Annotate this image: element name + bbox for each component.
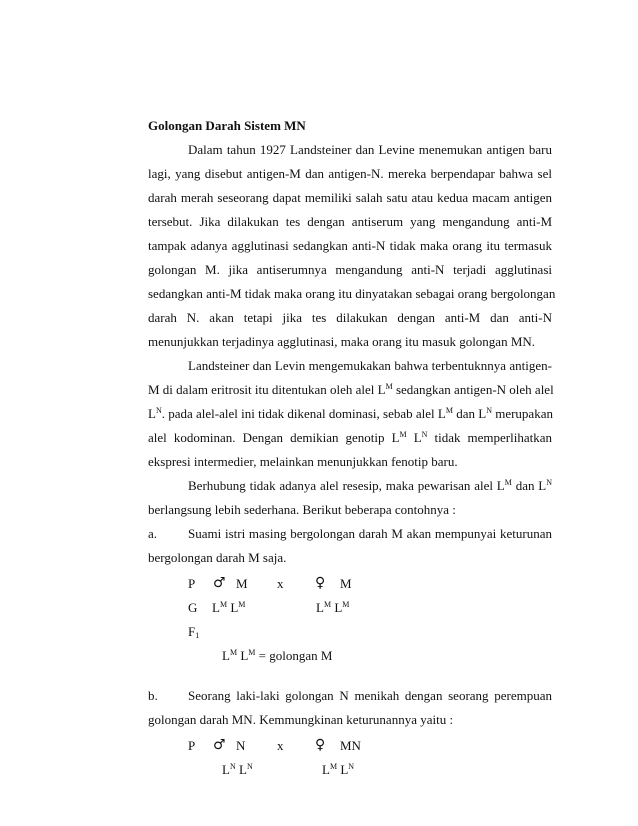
male-genotype: $L^N$ $L^N$ [222, 762, 253, 777]
female-symbol-icon: ♀ [315, 737, 326, 753]
paragraph-line: lagi, yang disebut antigen-M dan antigen-N. mereka berpendapar bahwa sel [148, 166, 552, 181]
male-phenotype: N [236, 738, 246, 753]
filial-label: $F_1$ [188, 624, 200, 640]
cross-symbol: x [277, 738, 284, 753]
offspring-result: $L^M$ $L^M$ = golongan M [222, 648, 333, 663]
female-genotype: $L^M$ $L^N$ [322, 762, 355, 777]
paragraph-line: golongan M. jika antiserumnya mengandung anti-N terjadi agglutinasi [148, 262, 552, 277]
male-symbol-icon: ♂ [213, 575, 226, 591]
female-genotype: $L^M$ $L^M$ [316, 600, 350, 615]
cross-symbol: x [277, 576, 284, 591]
paragraph-line: $L^N$. pada alel-alel ini tidak dikenal dominasi, sebab alel $L^M$ dan $L^N$ merupakan [148, 406, 553, 421]
paragraph-line: ekspresi intermedier, melainkan menunjukkan fenotip baru. [148, 454, 458, 469]
list-marker: a. [148, 526, 158, 541]
paragraph-line: berlangsung lebih sederhana. Berikut beberapa contohnya : [148, 502, 456, 517]
paragraph-line: tersebut. Jika dilakukan tes dengan antiserum yang mengandung anti-M [148, 214, 552, 229]
female-symbol-icon: ♀ [315, 575, 326, 591]
female-phenotype: MN [340, 738, 361, 753]
parent-label: P [188, 576, 196, 591]
paragraph-line: menunjukkan terjadinya agglutinasi, maka orang itu masuk golongan MN. [148, 334, 536, 349]
female-phenotype: M [340, 576, 352, 591]
example-text: golongan darah MN. Kemmungkinan keturunannya yaitu : [148, 712, 454, 727]
paragraph-line: alel kodominan. Dengan demikian genotip $L^M$ $L^N$ tidak memperlihatkan [148, 430, 552, 445]
parent-label: P [188, 738, 196, 753]
example-text: Suami istri masing bergolongan darah M akan mempunyai keturunan [188, 526, 552, 541]
example-text: Seorang laki-laki golongan N menikah dengan seorang perempuan [188, 688, 552, 703]
male-genotype: $L^M$ $L^M$ [212, 600, 246, 615]
paragraph-line: darah merah seseorang dapat memiliki salah satu atau kedua macam antigen [148, 190, 552, 205]
section-title: Golongan Darah Sistem MN [148, 118, 306, 133]
paragraph-line: tampak adanya agglutinasi sedangkan anti-N tidak maka orang itu termasuk [148, 238, 552, 253]
paragraph-line: Landsteiner dan Levin mengemukakan bahwa terbentuknnya antigen- [188, 358, 552, 373]
paragraph-line: darah N. akan tetapi jika tes dilakukan dengan anti-M dan anti-N [148, 310, 552, 325]
paragraph-line: sedangkan anti-M tidak maka orang itu dinyatakan sebagai orang bergolongan [148, 286, 556, 301]
list-marker: b. [148, 688, 158, 703]
paragraph-line: Dalam tahun 1927 Landsteiner dan Levine menemukan antigen baru [188, 142, 552, 157]
gamete-label: G [188, 600, 198, 615]
paragraph-line: Berhubung tidak adanya alel resesip, maka pewarisan alel $L^M$ dan $L^N$ [188, 478, 552, 493]
male-phenotype: M [236, 576, 248, 591]
example-text: bergolongan darah M saja. [148, 550, 287, 565]
paragraph-line: M di dalam eritrosit itu ditentukan oleh alel $L^M$ sedangkan antigen-N oleh alel [148, 382, 554, 397]
male-symbol-icon: ♂ [213, 737, 226, 753]
